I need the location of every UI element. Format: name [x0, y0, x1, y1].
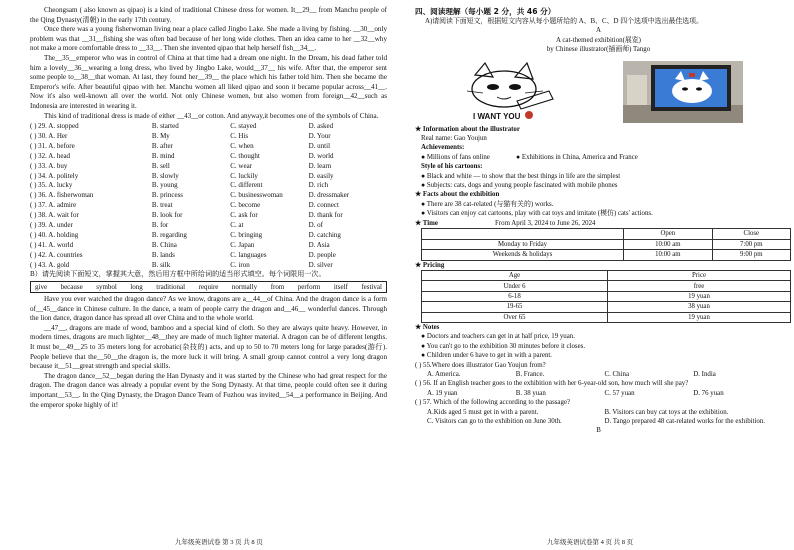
q56-options [415, 389, 782, 398]
part-b-title: B）请先阅读下面短文，掌握其大意，然后用方框中所给词的适当形式填空。每个词限用一次。 [30, 270, 326, 279]
option-choice: B. regarding [151, 230, 187, 239]
option-choice: C. become [230, 201, 261, 210]
price-cell: Under 6 [422, 281, 608, 291]
page-footer-left: 九年级英语试卷 第 3 页 共 8 页 [175, 539, 263, 546]
option-choice: D. until [308, 141, 331, 150]
note-2: ● You can't go to the exhibition 30 minutes before it closes. [421, 342, 586, 350]
info-heading: ★ Information about the illustrator [415, 125, 520, 133]
option-row [30, 260, 387, 270]
option-row [30, 230, 387, 240]
word-box-word: give [35, 283, 48, 292]
hours-cell: 9:00 pm [712, 250, 790, 261]
option-choice: D. connect [308, 201, 339, 210]
option-choice: C. bringing [230, 230, 263, 239]
q55-option: A. America. [427, 370, 461, 378]
option-choice: C. stayed [230, 122, 257, 131]
option-choice: D. silver [308, 260, 333, 269]
option-choice: D. asked [308, 122, 334, 131]
option-row [30, 141, 387, 151]
option-choice: C. Japan [230, 240, 255, 249]
passage-letter-b: B [596, 427, 601, 435]
option-choice: C. iron [230, 260, 250, 269]
option-question: ( ) 38. A. wait for [30, 211, 79, 220]
option-row [30, 161, 387, 171]
price-cell: 19 yuan [608, 291, 791, 301]
option-row [30, 171, 387, 181]
exhibition-subtitle: by Chinese illustrator(插画师) Tango [546, 46, 651, 54]
note-3: ● Children under 6 have to get in with a parent. [421, 352, 553, 360]
word-box [30, 281, 387, 293]
option-question: ( ) 37. A. admire [30, 201, 77, 210]
passage-b-p3: The dragon dance__52__began during the Han Dynasty and it was started by the Chinese who had great respect for the dragon. The dragon dance was already a popular event by the Song Dynasty. At that time, people could often see it during important__53__. In the Qing Dynasty, the Dragon Dance Team of Fuzhou was invited__54__a performance in Beijing. And the emperor spoke highly of it! [30, 371, 387, 409]
price-cell: 38 yuan [608, 302, 791, 312]
option-choice: B. after [151, 141, 173, 150]
word-box-word: itself [333, 283, 348, 292]
option-choice: B. mind [151, 151, 175, 160]
q55-option: B. France. [515, 370, 545, 378]
q57-option: B. Visitors can buy cat toys at the exhibition. [604, 408, 729, 416]
price-cell: free [608, 281, 791, 291]
option-choice: B. sell [151, 161, 170, 170]
option-row [30, 131, 387, 141]
option-question: ( ) 31. A. before [30, 141, 75, 150]
real-name: Real name: Gao Youjun [421, 135, 487, 143]
cat-screen-photo [623, 61, 743, 123]
option-choice: B. slowly [151, 171, 179, 180]
option-question: ( ) 42. A. countries [30, 250, 83, 259]
fact-1: ● There are 38 cat-related (与猫有关的) works. [421, 200, 554, 208]
i-want-you-text: I WANT YOU [473, 111, 521, 121]
cat-cartoon-image [457, 61, 567, 123]
option-choice: B. silk [151, 260, 171, 269]
achievements-row [415, 153, 782, 162]
option-choice: D. easily [308, 171, 334, 180]
fact-2: ● Visitors can enjoy cat cartoons, play with cat toys and imitate (模仿) cats' actions. [421, 210, 653, 218]
q57-options-row1 [415, 408, 782, 417]
option-row [30, 180, 387, 190]
section-heading: 四、阅读理解（每小题 2 分，共 46 分） [415, 7, 556, 16]
price-cell: Over 65 [422, 312, 608, 322]
q55-option: C. China [604, 370, 630, 378]
option-choice: B. lands [151, 250, 175, 259]
pricing-heading: ★ Pricing [415, 261, 445, 269]
q56-option: C. 57 yuan [604, 389, 635, 397]
option-question: ( ) 32. A. head [30, 151, 71, 160]
q56-option: D. 76 yuan [693, 389, 724, 397]
option-row [30, 200, 387, 210]
option-row [30, 250, 387, 260]
option-choice: B. princess [151, 191, 184, 200]
hours-head-2: Close [712, 229, 790, 240]
facts-heading: ★ Facts about the exhibition [415, 191, 500, 199]
option-choice: C. luckily [230, 171, 258, 180]
option-choice: D. rich [308, 181, 329, 190]
price-head-age: Age [422, 271, 608, 281]
q57-option: D. Tango prepared 48 cat-related works for the exhibition. [604, 418, 765, 426]
option-choice: D. dressmaker [308, 191, 350, 200]
question-55: ( ) 55.Where does illustrator Gao Youjun from? [415, 361, 546, 369]
hours-cell: 10:00 am [624, 239, 713, 250]
option-choice: D. world [308, 151, 334, 160]
q56-option: B. 38 yuan [515, 389, 546, 397]
passage-a-p3: The__35__emperor who was in control of China at that time had a dream one night. In the Dream, his dead father told him a lovely__36__wearing a long dress, who lived by Jingbo Lake, would__37__ his wife. After that, the emperor sent some people to__38__that woman. At last, they found her__39__ the place which his father told him. Then she became the Emperor's wife. After beautiful qipao with her. Manchu women all liked qipao and soon it became popular across__41__. Now it's also well-known all over the world. Not only Chinese women, but also women from foreign__42__such as Indonesia are interested in wearing it. [30, 53, 387, 110]
cloze-options-table [30, 121, 387, 269]
option-question: ( ) 43. A. gold [30, 260, 70, 269]
hours-head-1: Open [624, 229, 713, 240]
option-choice: D. thank for [308, 211, 343, 220]
illustration-row [415, 57, 782, 125]
notes-heading: ★ Notes [415, 323, 440, 331]
style-heading: Style of his cartoons: [421, 163, 483, 171]
option-choice: C. when [230, 141, 254, 150]
option-row [30, 240, 387, 250]
option-row [30, 151, 387, 161]
word-box-word: festival [361, 283, 382, 292]
word-box-word: from [270, 283, 285, 292]
option-choice: D. catching [308, 230, 341, 239]
achievement-2: ● Exhibitions in China, America and France [516, 153, 638, 161]
option-choice: C. at [230, 220, 244, 229]
option-choice: D. Your [308, 131, 331, 140]
word-box-word: symbol [96, 283, 117, 292]
q55-options [415, 370, 782, 379]
hours-head-0 [422, 229, 624, 240]
hours-cell: 7:00 pm [712, 239, 790, 250]
passage-a-p2: Once there was a young fisherwoman living near a place called Jingbo Lake. She made a living by fishing. __30__only problem was that __31__fishing she was often bad because of her long wide clothes. Then an idea came to her __32__why not make a more comfortable dress to __33__. Then she invented qipao that help herself fish__34__. [30, 25, 387, 53]
hours-cell: 10:00 am [624, 250, 713, 261]
option-question: ( ) 41. A. world [30, 240, 74, 249]
option-choice: C. businesswoman [230, 191, 283, 200]
option-choice: B. look for [151, 211, 183, 220]
option-choice: D. learn [308, 161, 332, 170]
option-choice: D. people [308, 250, 336, 259]
question-56: ( ) 56. If an English teacher goes to the exhibition with her 6-year-old son, how much will she pay? [415, 380, 689, 388]
price-cell: 6-18 [422, 291, 608, 301]
option-question: ( ) 39. A. under [30, 220, 73, 229]
instruction-text: A)请阅读下面短文，根据短文内容从每小题所给的 A、B、C、D 四个选项中选出最佳选项。 [425, 18, 703, 25]
time-heading: ★ Time [415, 219, 438, 227]
hours-cell: Weekends & holidays [422, 250, 624, 261]
option-question: ( ) 29. A. stopped [30, 122, 79, 131]
hours-cell: Monday to Friday [422, 239, 624, 250]
note-1: ● Doctors and teachers can get in at half price, 19 yuan. [421, 333, 575, 341]
word-box-word: long [130, 283, 143, 292]
word-box-word: require [198, 283, 219, 292]
passage-b-p1: Have you ever watched the dragon dance? As we know, dragons are a__44__of China. And the dragon dance is a form of__45__dance in Chinese culture. In the dance, a team of people carry the dragon and__46__ wonderful dances. Through the lion dance, dragon dance has spread all over China and to the whole world. [30, 295, 387, 323]
option-question: ( ) 36. A. fisherwoman [30, 191, 94, 200]
option-choice: B. for [151, 220, 169, 229]
option-question: ( ) 35. A. lucky [30, 181, 73, 190]
question-57: ( ) 57. Which of the following according to the passage? [415, 399, 571, 407]
exhibition-title: A cat-themed exhibition(展览) [556, 36, 641, 44]
q55-option: D. India [693, 370, 716, 378]
option-choice: C. wear [230, 161, 253, 170]
option-choice: C. different [230, 181, 263, 190]
option-choice: C. ask for [230, 211, 258, 220]
option-row [30, 220, 387, 230]
q57-option: C. Visitors can go to the exhibition on June 30th. [427, 418, 562, 426]
hours-table [421, 228, 791, 261]
style-2: ● Subjects: cats, dogs and young people fascinated with mobile phones [421, 182, 618, 190]
price-head-price: Price [608, 271, 791, 281]
word-box-word: perform [297, 283, 321, 292]
passage-a-p4: This kind of traditional dress is made of either __43__or cotton. And anyway,it becomes one of the symbols of China. [44, 111, 379, 120]
right-page [397, 0, 794, 550]
q56-option: A. 19 yuan [427, 389, 458, 397]
option-question: ( ) 40. A. holding [30, 230, 79, 239]
achievements-heading: Achievements: [421, 144, 465, 152]
option-row [30, 190, 387, 200]
option-choice: C. thought [230, 151, 260, 160]
passage-a-p1: Cheongsam ( also known as qipao) is a kind of traditional Chinese dress for women. It__29__ from Manchu people of the Qing Dynasty(清朝) in the early 17th century. [30, 6, 387, 24]
option-question: ( ) 33. A. buy [30, 161, 68, 170]
price-cell: 19-65 [422, 302, 608, 312]
option-row [30, 210, 387, 220]
option-question: ( ) 34. A. politely [30, 171, 79, 180]
price-table [421, 270, 791, 323]
word-box-word: because [60, 283, 83, 292]
q57-option: A.Kids aged 5 must get in with a parent. [427, 408, 539, 416]
passage-b-p2: __47__, dragons are made of wood, bamboo and a special kind of cloth. So they are always quite heavy. However, in modern times, dragons are much lighter__48__they are made of much lighter material. A dragon can be of different lengths. It must be__49__25 to 35 meters long for acrobatic(杂技的) acts, and up to 50 to 70 meters long for large parades(游行). People believe that the__50__the dragon is, the more luck it will bring. A small group cannot control a very long dragon because it__51__great strength and special skills. [30, 323, 387, 371]
word-box-word: normally [231, 283, 258, 292]
q57-options-row2 [415, 417, 782, 426]
option-choice: D. of [308, 220, 324, 229]
option-choice: C. languages [230, 250, 267, 259]
achievement-1: ● Millions of fans online [421, 153, 490, 161]
time-range: From April 3, 2024 to June 26, 2024 [495, 219, 596, 227]
option-choice: D. Asia [308, 240, 330, 249]
option-choice: B. young [151, 181, 178, 190]
passage-letter-a: A [596, 27, 601, 35]
option-choice: B. started [151, 122, 179, 131]
word-box-word: traditional [156, 283, 186, 292]
option-choice: B. My [151, 131, 170, 140]
option-choice: B. China [151, 240, 177, 249]
option-row [30, 121, 387, 131]
style-1: ● Black and white — to show that the best things in life are the simplest [421, 172, 621, 180]
page-footer-right: 九年级英语试卷第 4 页 共 8 页 [547, 539, 634, 546]
option-choice: C. His [230, 131, 249, 140]
time-row [415, 219, 782, 228]
option-choice: B. treat [151, 201, 173, 210]
price-cell: 19 yuan [608, 312, 791, 322]
option-question: ( ) 30. A. Her [30, 131, 68, 140]
